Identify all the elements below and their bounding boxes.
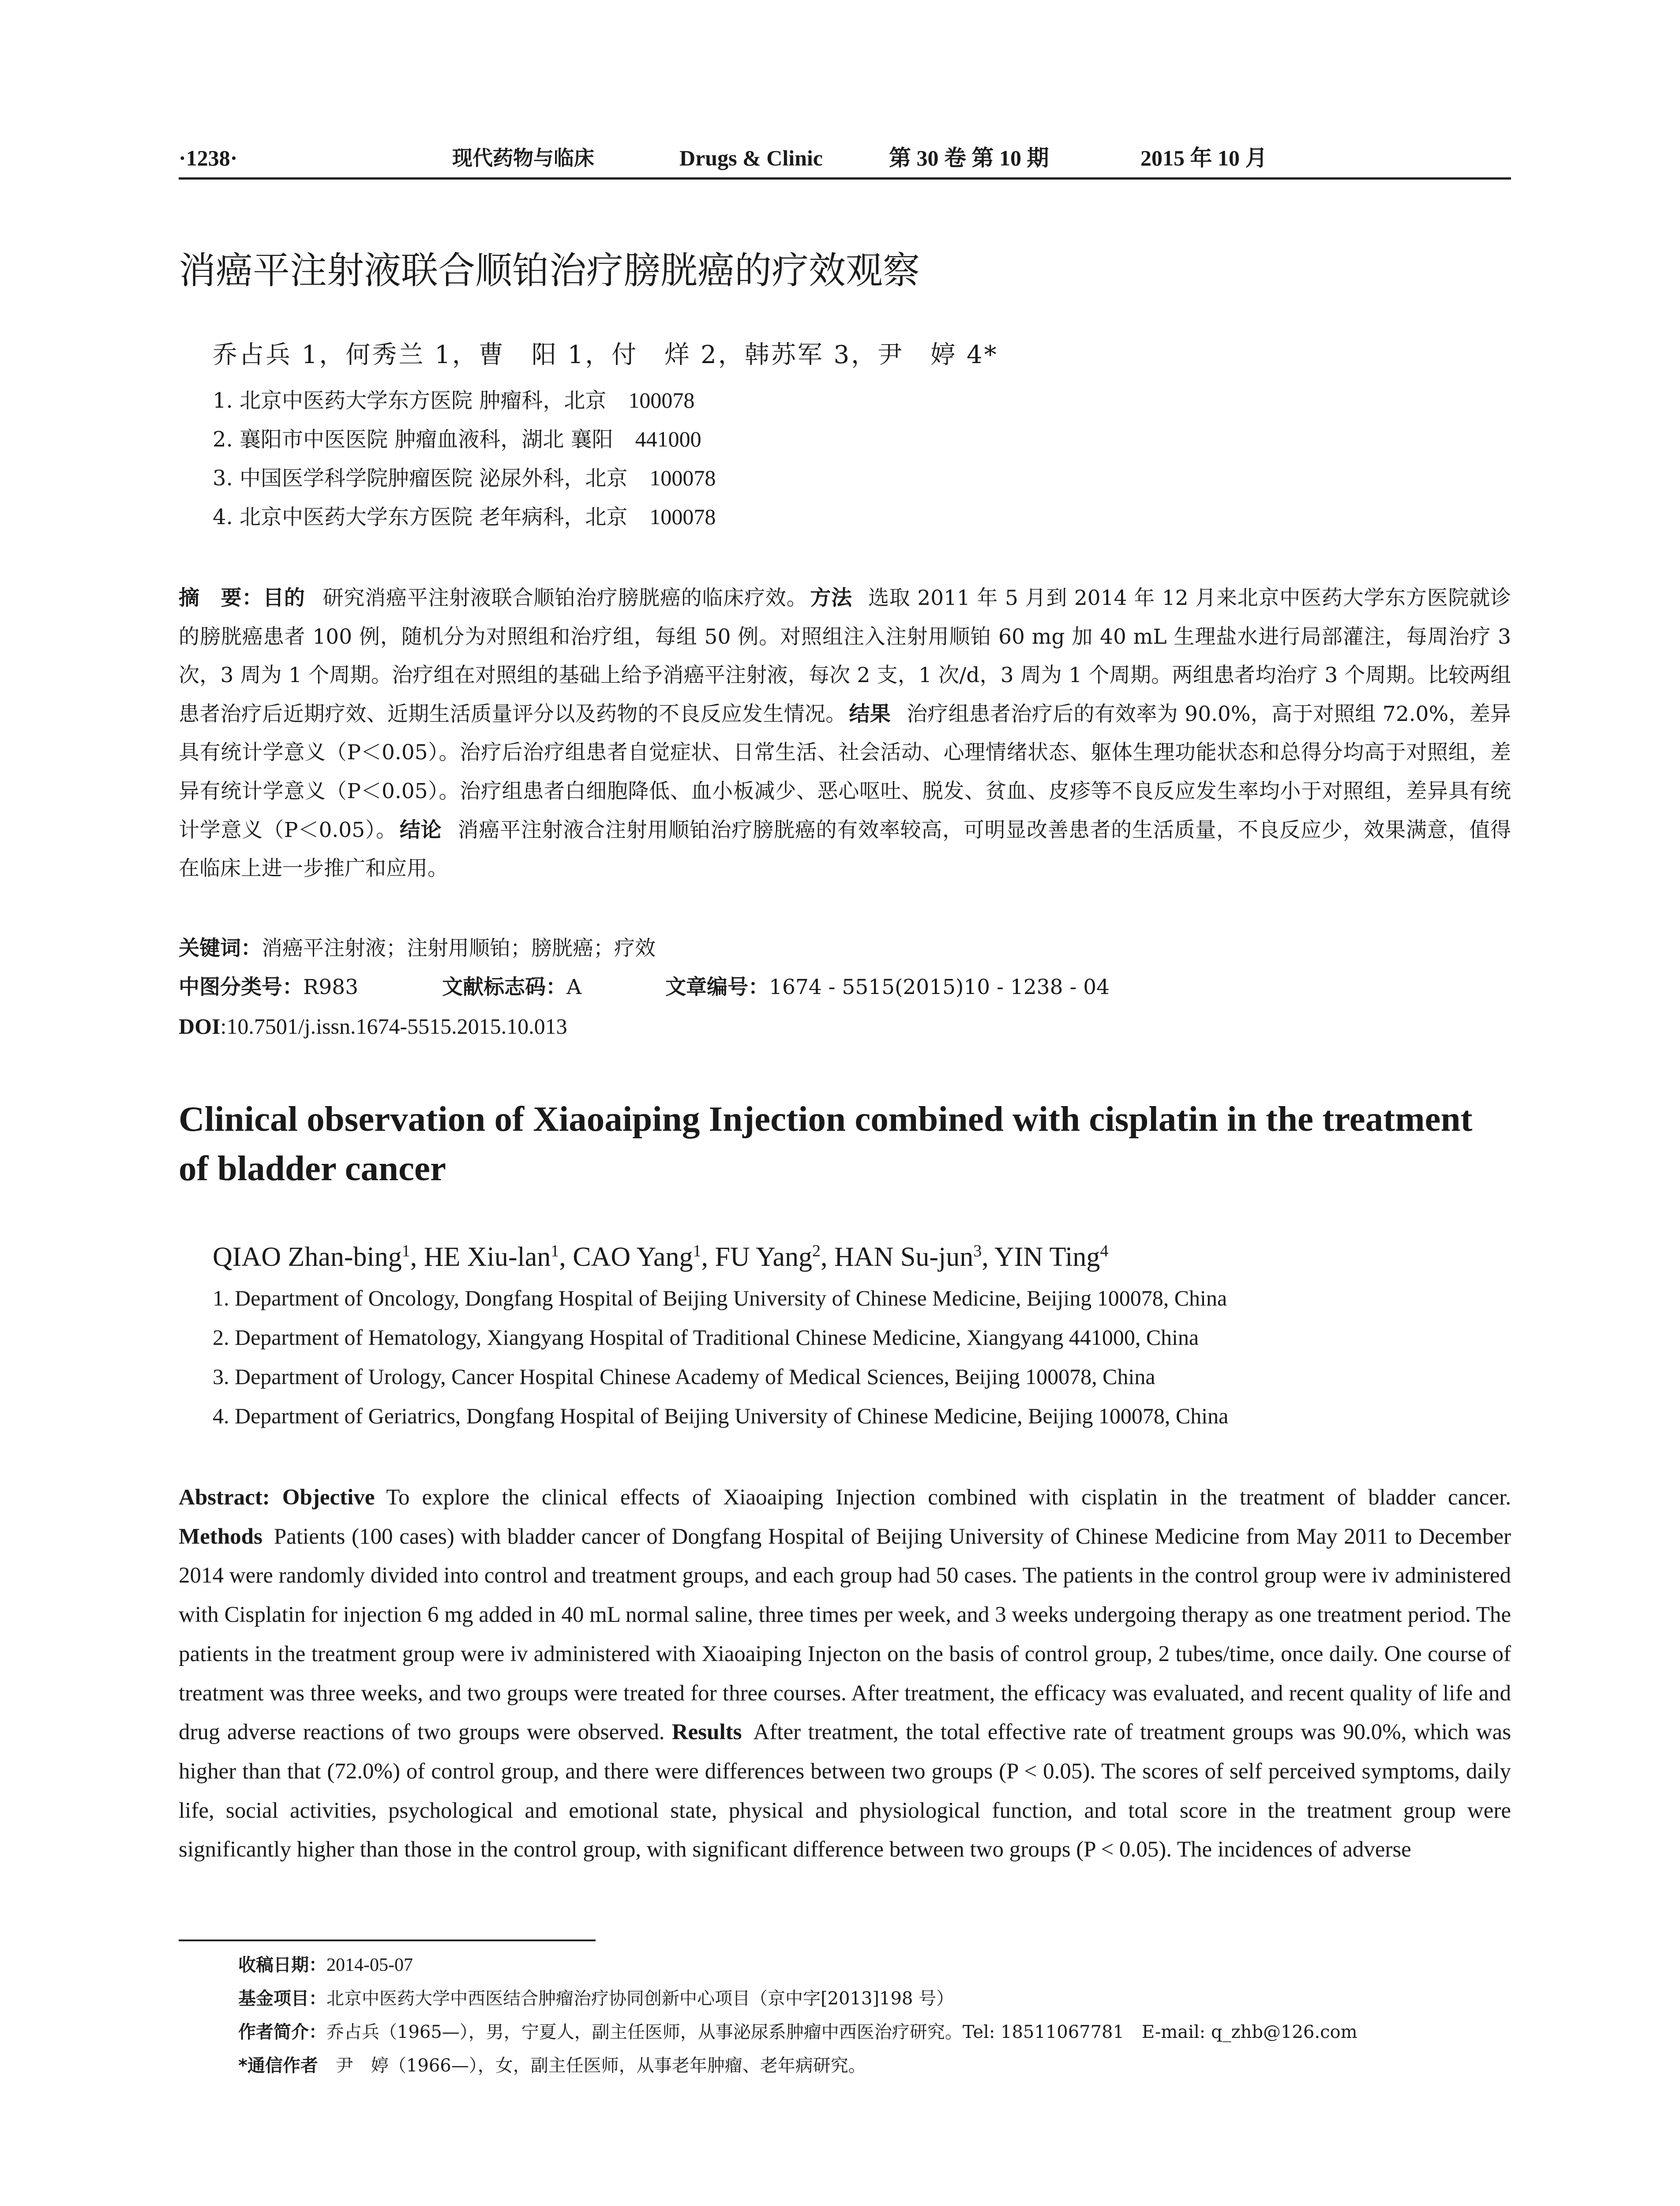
- volume-issue: 第 30 卷 第 10 期: [889, 146, 1049, 170]
- objective-text-en: To explore the clinical effects of Xiaoaiping Injection combined with cisplatin in the treatment of bladder cancer.: [386, 1485, 1511, 1510]
- doc-code: A: [566, 975, 582, 999]
- footnote-received: 收稿日期：2014-05-07: [238, 1955, 413, 1975]
- article-title-en: Clinical observation of Xiaoaiping Injection combined with cisplatin in the treatment of bladder cancer: [179, 1099, 1473, 1188]
- affiliation-en: 4. Department of Geriatrics, Dongfang Hospital of Beijing University of Chinese Medicine, Beijing 100078, China: [213, 1403, 1229, 1428]
- methods-text-cn: 选取 2011 年 5 月到 2014 年 12 月来北京中医药大学东方医院就诊的膀胱癌患者 100 例，随机分为对照组和治疗组，每组 50 例。对照组注入注射用顺铂 60 mg 加 40 mL 生理盐水进行局部灌注，每周治疗 3 次，3 周为 1 个周期。治疗组在对照组的基础上给予消癌平注射液，每次 2 支，1 次/d，3 周为 1 个周期。两组患者均治疗 3 个周期。比较两组患者治疗后近期疗效、近期生活质量评分以及药物的不良反应发生情况。: [179, 586, 1511, 726]
- header-rule: [179, 177, 1511, 180]
- objective-label-cn: 目的: [263, 586, 305, 610]
- clc-label: 中图分类号：: [179, 975, 303, 999]
- conclusion-text-cn: 消癌平注射液合注射用顺铂治疗膀胱癌的有效率较高，可明显改善患者的生活质量，不良反应少，效果满意，值得在临床上进一步推广和应用。: [179, 818, 1511, 881]
- affiliation-cn: 2. 襄阳市中医医院 肿瘤血液科，湖北 襄阳 441000: [213, 427, 701, 452]
- results-text-cn: 治疗组患者治疗后的有效率为 90.0%，高于对照组 72.0%，差异具有统计学意义（P＜0.05）。治疗后治疗组患者自觉症状、日常生活、社会活动、心理情绪状态、躯体生理功能状态和总得分均高于对照组，差异有统计学意义（P＜0.05）。治疗组患者白细胞降低、血小板减少、恶心呕吐、脱发、贫血、皮疹等不良反应发生率均小于对照组，差异具有统计学意义（P＜0.05）。: [179, 702, 1511, 842]
- author-en: FU Yang$^2$,: [715, 1242, 835, 1272]
- affiliation-en: 3. Department of Urology, Cancer Hospital Chinese Academy of Medical Sciences, Beijing 100078, China: [213, 1364, 1155, 1389]
- page-number: ·1238·: [179, 146, 238, 170]
- doi-line: [179, 1009, 567, 1044]
- abstract-en: [179, 1478, 1511, 1869]
- conclusion-label-cn: 结论: [399, 818, 442, 842]
- results-label-cn: 结果: [849, 702, 891, 726]
- abstract-cn: [179, 579, 1511, 888]
- author-en: QIAO Zhan-bing$^1$,: [213, 1242, 424, 1272]
- doi-label: DOI: [179, 1014, 221, 1039]
- footnote-corresponding: *通信作者 尹 婷（1966—），女，副主任医师，从事老年肿瘤、老年病研究。: [238, 2056, 866, 2076]
- doi-value: :10.7501/j.issn.1674-5515.2015.10.013: [220, 1014, 567, 1039]
- author-en: YIN Ting$^4$: [994, 1242, 1109, 1272]
- affiliation-cn: 4. 北京中医药大学东方医院 老年病科，北京 100078: [213, 504, 716, 529]
- objective-label-en: Objective: [282, 1485, 375, 1510]
- methods-label-cn: 方法: [810, 586, 852, 610]
- methods-text-en: Patients (100 cases) with bladder cancer of Dongfang Hospital of Beijing University of Chinese Medicine from May 2011 to December 2014 were randomly divided into control and treatment groups, and each group had 50 cases. The patients in the control group were iv administered with Cisplatin for injection 6 mg added in 40 mL normal saline, three times per week, and 3 weeks undergoing therapy as one treatment period. The patients in the treatment group were iv administered with Xiaoaiping Injecton on the basis of control group, 2 tubes/time, once daily. One course of treatment was three weeks, and two groups were treated for three courses. After treatment, the efficacy was evaluated, and recent quality of life and drug adverse reactions of two groups were observed.: [179, 1524, 1511, 1745]
- affiliation-en: 2. Department of Hematology, Xiangyang Hospital of Traditional Chinese Medicine, Xiangyang 441000, China: [213, 1325, 1199, 1350]
- article-no: 1674 - 5515(2015)10 - 1238 - 04: [769, 975, 1110, 999]
- abstract-label-en: Abstract:: [179, 1485, 270, 1510]
- results-label-en: Results: [671, 1720, 742, 1745]
- article-no-label: 文章编号：: [665, 975, 769, 999]
- footnote-rule: [179, 1940, 596, 1941]
- results-text-en: After treatment, the total effective rate of treatment groups was 90.0%, which was higher than that (72.0%) of control group, and there were differences between two groups (P < 0.05). The scores of self perceived symptoms, daily life, social activities, psychological and emotional state, physical and physiological function, and total score in the treatment group were significantly higher than those in the control group, with significant difference between two groups (P < 0.05). The incidences of adverse: [179, 1720, 1511, 1862]
- affiliation-en: 1. Department of Oncology, Dongfang Hospital of Beijing University of Chinese Medicine, Beijing 100078, China: [213, 1286, 1227, 1310]
- journal-name-cn: 现代药物与临床: [452, 146, 594, 170]
- footnote-author-bio: 作者简介：乔占兵（1965—），男，宁夏人，副主任医师，从事泌尿系肿瘤中西医治疗研究。Tel: 18511067781 E-mail: q_zhb@126.com: [238, 2022, 1358, 2042]
- footnote-funding: 基金项目：北京中医药大学中西医结合肿瘤治疗协同创新中心项目（京中字[2013]198 号）: [238, 1988, 954, 2009]
- article-title-cn: 消癌平注射液联合顺铂治疗膀胱癌的疗效观察: [179, 249, 920, 292]
- doc-code-label: 文献标志码：: [442, 975, 567, 999]
- author-en: HAN Su-jun$^3$,: [834, 1242, 994, 1272]
- abstract-label-cn: 摘 要：: [179, 586, 263, 610]
- classification-line: [179, 970, 1110, 1005]
- affiliation-cn: 3. 中国医学科学院肿瘤医院 泌尿外科，北京 100078: [213, 465, 716, 491]
- author-en: CAO Yang$^1$,: [573, 1242, 715, 1272]
- methods-label-en: Methods: [179, 1524, 262, 1549]
- journal-name-en: Drugs & Clinic: [679, 146, 823, 170]
- keywords-cn: 关键词：消癌平注射液；注射用顺铂；膀胱癌；疗效: [179, 936, 656, 960]
- clc-code: R983: [303, 975, 359, 999]
- author-list-en: [213, 1233, 1108, 1275]
- running-header: [179, 140, 1511, 176]
- author-en: HE Xiu-lan$^1$,: [424, 1242, 573, 1272]
- author-list-cn: 乔占兵 1，何秀兰 1，曹 阳 1，付 烊 2，韩苏军 3，尹 婷 4*: [213, 341, 998, 369]
- objective-text-cn: 研究消癌平注射液联合顺铂治疗膀胱癌的临床疗效。: [322, 586, 808, 610]
- issue-date: 2015 年 10 月: [1140, 146, 1268, 170]
- affiliation-cn: 1. 北京中医药大学东方医院 肿瘤科，北京 100078: [213, 388, 695, 413]
